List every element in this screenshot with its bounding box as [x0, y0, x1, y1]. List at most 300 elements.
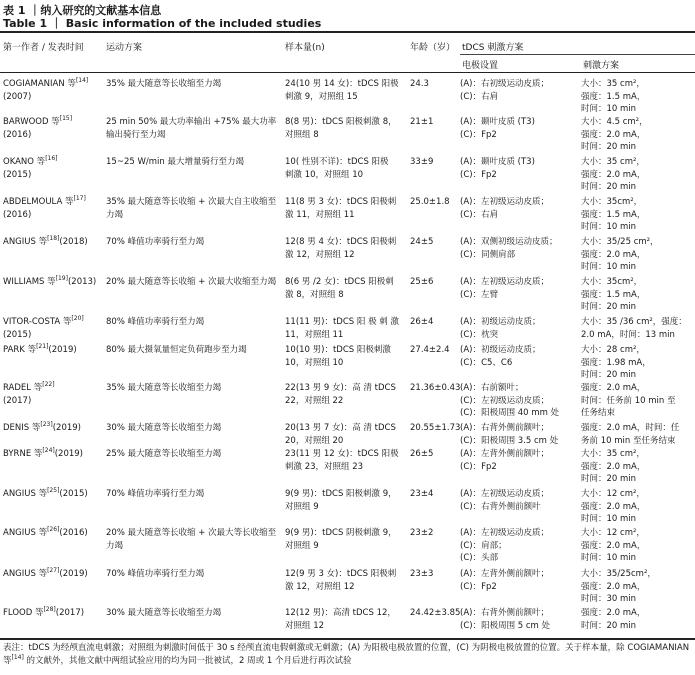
sample-cell [285, 488, 398, 513]
stimulation-cell [581, 527, 695, 565]
sample-line: 22(13 男 9 女)：高 清 tDCS [285, 383, 396, 393]
stimulation-line: 强度：1.5 mA， [581, 209, 646, 220]
citation-ref: [21] [36, 343, 49, 351]
stimulation-line: 强度：2.0 mA， [581, 249, 646, 260]
author-name: OKANO 等 [3, 157, 46, 167]
header-exercise: 运动方案 [106, 43, 143, 53]
stimulation-line: 大小：35 cm²， [581, 157, 645, 167]
exercise-cell [106, 156, 284, 169]
sample-cell [285, 236, 398, 261]
publication-year: (2018) [59, 237, 88, 247]
citation-ref: [15] [59, 115, 73, 123]
age-value: 33±9 [410, 157, 434, 167]
age-cell [410, 488, 460, 501]
sample-line: 激 8，对照组 8 [285, 289, 344, 300]
stimulation-line: 时间：30 min [581, 594, 637, 604]
stimulation-line: 大小：12 cm²， [581, 528, 645, 538]
stimulation-line: 大小：35cm²， [581, 197, 643, 207]
electrode-line: (A)：左初级运动皮质； [460, 277, 549, 287]
citation-ref: [16] [45, 155, 58, 163]
author-cell [3, 316, 103, 341]
electrode-cell [460, 568, 578, 593]
age-value: 27.4±2.4 [410, 345, 450, 355]
author-line [3, 422, 103, 435]
age-cell [410, 568, 460, 581]
age-value: 25.0±1.8 [410, 197, 450, 207]
stimulation-line: 大小：35 cm²， [581, 449, 645, 459]
publication-year: (2019) [52, 423, 81, 433]
sample-line: 10，对照组 10 [285, 357, 344, 368]
stimulation-cell [581, 382, 695, 420]
age-value: 21±1 [410, 117, 434, 127]
age-value: 26±4 [410, 317, 434, 327]
electrode-cell [460, 382, 578, 420]
electrode-line: (C)：阳极周围 40 mm 处 [460, 408, 560, 418]
electrode-line: (A)：左初级运动皮质； [460, 197, 549, 207]
author-cell [3, 448, 103, 461]
electrode-cell [460, 422, 578, 447]
electrode-line: (A)：右背外侧前额叶； [460, 608, 549, 618]
age-cell [410, 316, 460, 329]
header-stimulation: 刺激方案 [583, 61, 620, 71]
header-author: 第一作者 / 发表时间 [3, 43, 84, 53]
author-line [3, 78, 103, 91]
age-cell [410, 382, 460, 395]
stimulation-line: 强度：2.0 mA，时间：任 [581, 423, 680, 433]
exercise-protocol: 70% 峰值功率骑行至力竭 [106, 569, 205, 579]
age-value: 23±4 [410, 489, 434, 499]
publication-year: (2015) [3, 329, 32, 340]
exercise-protocol: 35% 最大随意等长收缩至力竭 [106, 383, 222, 393]
footnote-main: 表注：tDCS 为经颅直流电刺激；对照组为刺激时间低于 30 s 经颅直流电假刺激或无刺激；(A) 为阳极电极放置的位置，(C) 为阴极电极放置的位置。关于样本量，除 COGIAMANIAN 等 [3, 643, 690, 666]
sample-line: 10(10 男)：tDCS 阳极刺激 [285, 345, 391, 355]
electrode-line: (C)：Fp2 [460, 169, 497, 180]
sample-line: 激 11，对照组 11 [285, 209, 355, 220]
sample-line: 11，对照组 11 [285, 329, 344, 340]
electrode-line: (A)：右前额叶； [460, 383, 524, 393]
sample-line: 22，对照组 22 [285, 395, 344, 406]
stimulation-cell [581, 448, 695, 486]
stimulation-cell [581, 488, 695, 526]
author-cell [3, 276, 103, 289]
author-name: BYRNE 等 [3, 449, 43, 459]
sample-line: 11(11 男)：tDCS 阳 极 刺 激 [285, 317, 399, 327]
author-line [3, 116, 103, 129]
age-cell [410, 156, 460, 169]
age-value: 25±6 [410, 277, 434, 287]
exercise-protocol: 70% 峰值功率骑行至力竭 [106, 489, 205, 499]
author-cell [3, 382, 103, 407]
author-line [3, 316, 103, 329]
stimulation-line: 时间：10 min [581, 514, 637, 524]
header-rule [0, 72, 695, 73]
citation-ref: [25] [47, 487, 60, 495]
stimulation-cell [581, 344, 695, 382]
stimulation-cell [581, 316, 695, 341]
sample-line: 12(8 男 4 女)：tDCS 阳极刺 [285, 237, 397, 247]
author-cell [3, 116, 103, 141]
age-value: 24.3 [410, 79, 429, 89]
stimulation-line: 大小：12 cm²， [581, 489, 645, 499]
table-title-cn: 表 1 ｜纳入研究的文献基本信息 [3, 4, 162, 17]
publication-year: (2019) [59, 569, 88, 579]
sample-cell [285, 527, 398, 552]
author-cell [3, 196, 103, 221]
stimulation-line: 时间：20 min [581, 620, 637, 631]
electrode-line: (A)：左初级运动皮质； [460, 489, 549, 499]
sample-cell [285, 196, 398, 221]
electrode-line: (C)：肩部； [460, 540, 507, 551]
electrode-line: (C)：右背外侧前额叶 [460, 501, 541, 512]
stimulation-line: 时间：20 min [581, 474, 637, 484]
exercise-cell [106, 488, 284, 501]
electrode-line: (A)：左初级运动皮质； [460, 528, 549, 538]
exercise-cell [106, 607, 284, 620]
sample-cell [285, 422, 398, 447]
electrode-line: (C)：阳极周围 5 cm 处 [460, 620, 551, 631]
stimulation-line: 强度：2.0 mA， [581, 383, 646, 393]
sample-line: 对照组 12 [285, 620, 325, 631]
sample-line: 20，对照组 20 [285, 435, 344, 446]
author-line [3, 276, 103, 289]
exercise-protocol: 20% 最大随意等长收缩 + 次最大等长收缩至力竭 [106, 528, 277, 551]
age-value: 23±3 [410, 569, 434, 579]
author-line [3, 196, 103, 209]
author-name: ANGIUS 等 [3, 489, 48, 499]
age-cell [410, 344, 460, 357]
age-value: 26±5 [410, 449, 434, 459]
publication-year: (2019) [48, 345, 77, 355]
electrode-line: (C)：Fp2 [460, 461, 497, 472]
author-line [3, 448, 103, 461]
exercise-cell [106, 422, 284, 435]
author-cell [3, 344, 103, 357]
electrode-cell [460, 276, 578, 301]
age-cell [410, 276, 460, 289]
sample-line: 9(9 男)：tDCS 阳极刺激 9， [285, 489, 397, 499]
stimulation-line: 强度：2.0 mA， [581, 501, 646, 512]
electrode-line: (A)：初级运动皮质； [460, 317, 541, 327]
publication-year: (2015) [3, 169, 32, 180]
age-value: 21.36±0.43 [410, 383, 461, 393]
stimulation-cell [581, 196, 695, 234]
age-value: 23±2 [410, 528, 434, 538]
stimulation-line: 时间：20 min [581, 370, 637, 380]
sample-line: 12(9 男 3 女)：tDCS 阳极刺 [285, 569, 397, 579]
stimulation-cell [581, 607, 695, 632]
author-name: WILLIAMS 等 [3, 277, 56, 287]
stimulation-line: 时间：10 min [581, 104, 637, 114]
stimulation-line: 强度：2.0 mA， [581, 169, 646, 180]
author-line [3, 382, 103, 395]
age-cell [410, 527, 460, 540]
header-sample: 样本量(n) [285, 43, 325, 53]
exercise-protocol: 70% 峰值功率骑行至力竭 [106, 237, 205, 247]
exercise-cell [106, 527, 284, 552]
author-name: ANGIUS 等 [3, 237, 48, 247]
sample-line: 对照组 9 [285, 540, 319, 551]
stimulation-line: 时间：20 min [581, 182, 637, 192]
age-value: 24.42±3.85 [410, 608, 461, 618]
sample-cell [285, 448, 398, 473]
exercise-protocol: 25 min 50% 最大功率输出 +75% 最大功率输出骑行至力竭 [106, 117, 277, 140]
table-title-en: Table 1 ｜ Basic information of the included studies [3, 17, 322, 30]
stimulation-line: 时间：任务前 10 min 至 [581, 395, 676, 406]
exercise-protocol: 80% 最大摄氧量恒定负荷跑步至力竭 [106, 345, 247, 355]
stimulation-line: 大小：35/25cm²， [581, 569, 656, 579]
sample-cell [285, 156, 398, 181]
citation-ref: [26] [47, 526, 60, 534]
sample-cell [285, 344, 398, 369]
publication-year: (2007) [3, 91, 32, 102]
bottom-rule [0, 638, 695, 640]
exercise-protocol: 35% 最大随意等长收缩 + 次最大自主收缩至力竭 [106, 197, 277, 220]
age-cell [410, 236, 460, 249]
stimulation-line: 强度：2.0 mA， [581, 540, 646, 551]
exercise-cell [106, 116, 284, 141]
citation-ref: [22] [42, 381, 55, 389]
stimulation-line: 大小：4.5 cm²， [581, 117, 648, 127]
author-line [3, 527, 103, 540]
exercise-cell [106, 276, 284, 289]
citation-ref: [24] [42, 447, 55, 455]
publication-year: (2013) [67, 277, 97, 287]
stimulation-line: 强度：2.0 mA， [581, 461, 646, 472]
citation-ref: [27] [47, 567, 60, 575]
electrode-line: (C)：枕突 [460, 329, 499, 340]
author-name: COGIAMANIAN 等 [3, 79, 76, 89]
stimulation-cell [581, 236, 695, 274]
citation-ref: [14] [75, 77, 89, 85]
publication-year: (2017) [55, 608, 85, 618]
exercise-protocol: 30% 最大随意等长收缩至力竭 [106, 423, 222, 433]
stimulation-line: 强度：1.5 mA， [581, 91, 646, 102]
sample-line: 激 12，对照组 12 [285, 249, 355, 260]
publication-year: (2017) [3, 395, 32, 406]
author-cell [3, 607, 103, 620]
exercise-cell [106, 344, 284, 357]
exercise-protocol: 20% 最大随意等长收缩 + 次最大收缩至力竭 [106, 277, 277, 287]
sample-line: 8(8 男)：tDCS 阳极刺激 8， [285, 117, 397, 127]
electrode-cell [460, 78, 578, 103]
publication-year: (2019) [54, 449, 83, 459]
author-name: ANGIUS 等 [3, 569, 48, 579]
sample-line: 12(12 男)：高清 tDCS 12， [285, 608, 396, 618]
electrode-cell [460, 488, 578, 513]
electrode-cell [460, 236, 578, 261]
stimulation-line: 强度：1.98 mA， [581, 357, 651, 368]
sample-cell [285, 568, 398, 593]
stimulation-line: 大小：35cm²， [581, 277, 643, 287]
author-line [3, 344, 103, 357]
stimulation-line: 时间：20 min [581, 302, 637, 312]
stimulation-cell [581, 568, 695, 606]
stimulation-line: 强度：2.0 mA， [581, 608, 646, 618]
citation-ref: [28] [43, 606, 56, 614]
electrode-line: (A)：左背外侧前额叶； [460, 569, 549, 579]
author-name: RADEL 等 [3, 383, 43, 393]
electrode-line: (C)：阳极周围 3.5 cm 处 [460, 435, 559, 446]
publication-year: (2015) [59, 489, 88, 499]
stimulation-line: 大小：35 /36 cm²，强度： [581, 317, 687, 327]
sample-line: 8(6 男 /2 女)：tDCS 阳极刺 [285, 277, 394, 287]
stimulation-cell [581, 156, 695, 194]
stimulation-cell [581, 116, 695, 154]
author-cell [3, 488, 103, 501]
stimulation-line: 时间：10 min [581, 553, 637, 563]
stimulation-line: 强度：2.0 mA， [581, 581, 646, 592]
citation-ref: [17] [73, 195, 86, 203]
sample-cell [285, 116, 398, 141]
age-cell [410, 196, 460, 209]
electrode-line: (A)：双侧初级运动皮质； [460, 237, 558, 247]
sample-line: 刺激 9，对照组 15 [285, 91, 358, 102]
author-name: PARK 等 [3, 345, 37, 355]
exercise-protocol: 15~25 W/min 最大增量骑行至力竭 [106, 157, 244, 167]
author-cell [3, 236, 103, 249]
exercise-cell [106, 236, 284, 249]
sample-cell [285, 276, 398, 301]
header-age: 年龄（岁） [410, 43, 456, 53]
sample-line: 对照组 9 [285, 501, 319, 512]
stimulation-line: 时间：10 min [581, 222, 637, 232]
exercise-cell [106, 448, 284, 461]
tdcs-subrule [460, 54, 695, 55]
footnote-ref: [14] [11, 654, 24, 662]
electrode-line: (C)：C5、C6 [460, 357, 513, 368]
electrode-line: (C)：右肩 [460, 91, 499, 102]
author-cell [3, 422, 103, 435]
stimulation-cell [581, 78, 695, 116]
sample-cell [285, 78, 398, 103]
sample-line: 9(9 男)：tDCS 阴极刺激 9， [285, 528, 397, 538]
stimulation-line: 大小：35/25 cm²， [581, 237, 659, 247]
electrode-cell [460, 316, 578, 341]
electrode-cell [460, 448, 578, 473]
exercise-protocol: 25% 最大随意等长收缩至力竭 [106, 449, 222, 459]
electrode-cell [460, 344, 578, 369]
age-cell [410, 116, 460, 129]
electrode-cell [460, 607, 578, 632]
author-name: ANGIUS 等 [3, 528, 48, 538]
age-value: 24±5 [410, 237, 434, 247]
header-tdcs: tDCS 刺激方案 [462, 43, 524, 53]
publication-year: (2016) [3, 209, 32, 220]
stimulation-line: 强度：1.5 mA， [581, 289, 646, 300]
author-cell [3, 156, 103, 181]
exercise-cell [106, 382, 284, 395]
age-cell [410, 422, 460, 435]
sample-line: 23(11 男 12 女)：tDCS 阳极 [285, 449, 399, 459]
stimulation-line: 强度：2.0 mA， [581, 129, 646, 140]
stimulation-cell [581, 422, 695, 447]
exercise-cell [106, 568, 284, 581]
citation-ref: [23] [40, 421, 53, 429]
electrode-line: (C)：同侧肩部 [460, 249, 516, 260]
electrode-cell [460, 116, 578, 141]
author-cell [3, 78, 103, 103]
sample-line: 24(10 男 14 女)：tDCS 阳极 [285, 79, 399, 89]
sample-line: 11(8 男 3 女)：tDCS 阳极刺 [285, 197, 397, 207]
electrode-line: (A)：右背外侧前额叶； [460, 423, 549, 433]
sample-line: 刺激 23，对照组 23 [285, 461, 364, 472]
stimulation-line: 2.0 mA，时间：13 min [581, 329, 675, 340]
sample-line: 对照组 8 [285, 129, 319, 140]
sample-cell [285, 607, 398, 632]
top-rule [0, 31, 695, 33]
author-line [3, 607, 103, 620]
electrode-line: (C)：左臂 [460, 289, 499, 300]
exercise-cell [106, 196, 284, 221]
author-line [3, 156, 103, 169]
author-cell [3, 527, 103, 540]
citation-ref: [18] [47, 235, 60, 243]
electrode-line: (A)：颞叶皮质 (T3) [460, 157, 535, 167]
publication-year: (2016) [3, 129, 32, 140]
electrode-line: (A)：左背外侧前额叶； [460, 449, 549, 459]
stimulation-cell [581, 276, 695, 314]
header-electrode: 电极设置 [462, 61, 499, 71]
stimulation-line: 时间：20 min [581, 142, 637, 152]
sample-cell [285, 382, 398, 407]
publication-year: (2016) [59, 528, 88, 538]
electrode-cell [460, 156, 578, 181]
citation-ref: [20] [71, 315, 84, 323]
exercise-protocol: 30% 最大随意等长收缩至力竭 [106, 608, 222, 618]
age-cell [410, 607, 460, 620]
exercise-protocol: 80% 峰值功率骑行至力竭 [106, 317, 205, 327]
stimulation-line: 时间：10 min [581, 262, 637, 272]
electrode-line: (A)：初级运动皮质； [460, 345, 541, 355]
author-line [3, 488, 103, 501]
electrode-line: (A)：右初级运动皮质； [460, 79, 549, 89]
electrode-line: (C)：左初级运动皮质； [460, 395, 550, 406]
stimulation-line: 大小：28 cm²， [581, 345, 645, 355]
stimulation-line: 任务结束 [581, 408, 616, 418]
author-line [3, 236, 103, 249]
sample-cell [285, 316, 398, 341]
exercise-protocol: 35% 最大随意等长收缩至力竭 [106, 79, 222, 89]
author-cell [3, 568, 103, 581]
exercise-cell [106, 316, 284, 329]
exercise-cell [106, 78, 284, 91]
author-name: DENIS 等 [3, 423, 41, 433]
age-value: 20.55±1.73 [410, 423, 461, 433]
table-footnote [3, 642, 693, 668]
electrode-cell [460, 527, 578, 565]
sample-line: 激 12，对照组 12 [285, 581, 355, 592]
stimulation-line: 大小：35 cm²， [581, 79, 645, 89]
sample-line: 10( 性别不详)：tDCS 阳极 [285, 157, 389, 167]
author-line [3, 568, 103, 581]
electrode-cell [460, 196, 578, 221]
sample-line: 刺激 10，对照组 10 [285, 169, 364, 180]
electrode-line: (C)：头部 [460, 553, 499, 563]
stimulation-line: 务前 10 min 至任务结束 [581, 435, 676, 446]
electrode-line: (A)：颞叶皮质 (T3) [460, 117, 535, 127]
sample-line: 20(13 男 7 女)：高 清 tDCS [285, 423, 396, 433]
author-name: BARWOOD 等 [3, 117, 60, 127]
age-cell [410, 78, 460, 91]
age-cell [410, 448, 460, 461]
electrode-line: (C)：Fp2 [460, 581, 497, 592]
author-name: FLOOD 等 [3, 608, 44, 618]
author-name: VITOR-COSTA 等 [3, 317, 72, 327]
electrode-line: (C)：右肩 [460, 209, 499, 220]
footnote-tail: 的文献外，其他文献中两组试验应用的均为同一批被试，2 周或 1 个月后进行再次试验 [23, 656, 352, 666]
electrode-line: (C)：Fp2 [460, 129, 497, 140]
author-name: ABDELMOULA 等 [3, 197, 74, 207]
